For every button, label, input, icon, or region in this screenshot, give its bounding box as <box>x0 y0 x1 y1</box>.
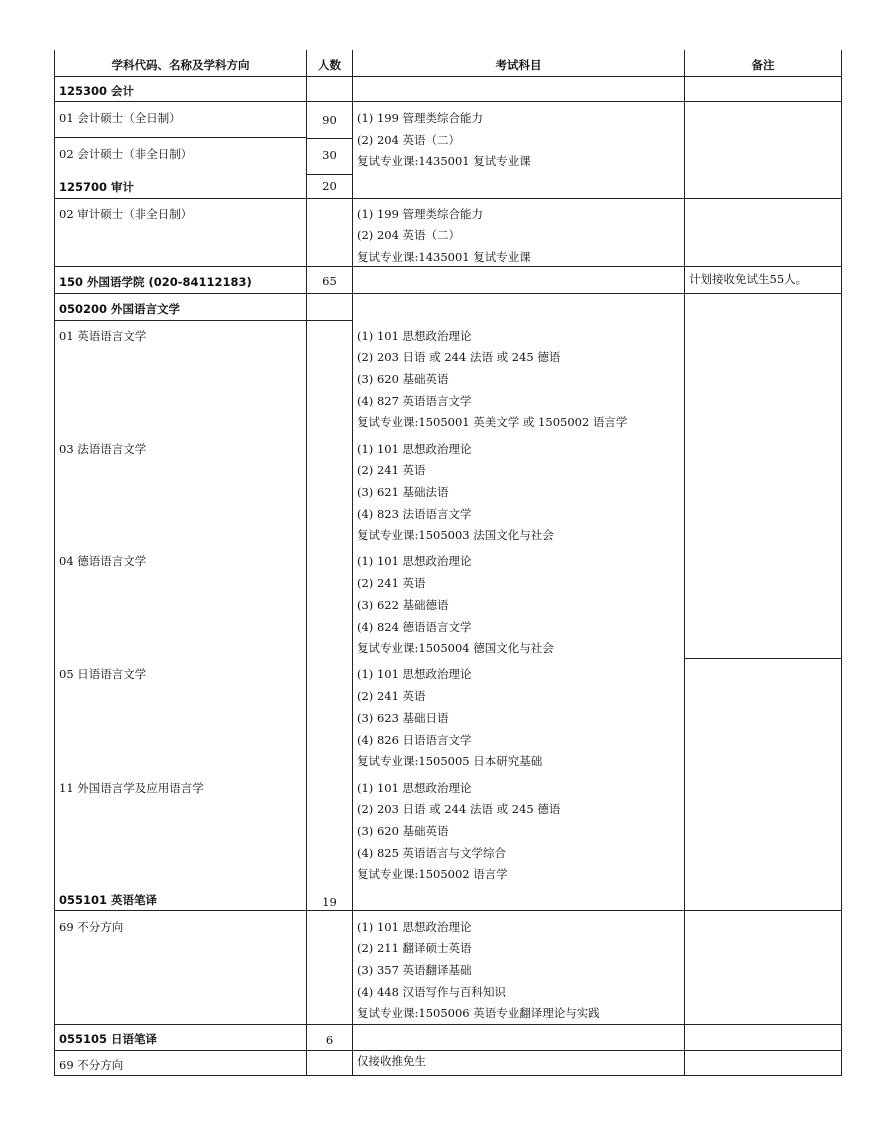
quota: 6 <box>325 1033 334 1047</box>
rule <box>306 174 352 175</box>
direction-label: 03 法语语言文学 <box>59 442 147 456</box>
exam-line: (2) 241 英语 <box>357 689 426 703</box>
exam-line: (3) 357 英语翻译基础 <box>357 963 472 977</box>
direction-label: 01 会计硕士（全日制） <box>59 111 181 125</box>
exam-line: (4) 827 英语语言文学 <box>357 394 472 408</box>
quota: 65 <box>322 274 337 288</box>
exam-line: (1) 101 思想政治理论 <box>357 781 472 795</box>
rule <box>54 266 842 267</box>
direction-label: 01 英语语言文学 <box>59 329 147 343</box>
major-title: 125700 审计 <box>59 180 135 194</box>
rule <box>54 101 842 102</box>
exam-line: 复试专业课:1505006 英语专业翻译理论与实践 <box>357 1006 600 1020</box>
exam-line: (1) 199 管理类综合能力 <box>357 207 484 221</box>
exam-line: (1) 199 管理类综合能力 <box>357 111 484 125</box>
exam-line: (4) 824 德语语言文学 <box>357 620 472 634</box>
major-title: 050200 外国语言文学 <box>59 302 181 316</box>
rule <box>352 50 353 1076</box>
exam-line: (4) 823 法语语言文学 <box>357 507 472 521</box>
exam-line: (1) 101 思想政治理论 <box>357 554 472 568</box>
direction-label: 69 不分方向 <box>59 1058 124 1072</box>
header-exam: 考试科目 <box>495 58 542 72</box>
exam-line: (2) 204 英语（二） <box>357 133 461 147</box>
rule <box>54 198 842 199</box>
exam-line: (3) 620 基础英语 <box>357 372 449 386</box>
quota: 90 <box>322 113 337 127</box>
school-title: 150 外国语学院 (020-84112183) <box>59 275 252 289</box>
exam-line: (2) 241 英语 <box>357 576 426 590</box>
major-title: 125300 会计 <box>59 84 135 98</box>
direction-label: 11 外国语言学及应用语言学 <box>59 781 204 795</box>
quota: 20 <box>322 179 337 193</box>
header-subject: 学科代码、名称及学科方向 <box>111 58 250 72</box>
rule <box>54 1050 842 1051</box>
direction-label: 02 会计硕士（非全日制） <box>59 147 193 161</box>
rule <box>54 1024 842 1025</box>
direction-label: 05 日语语言文学 <box>59 667 147 681</box>
quota: 19 <box>322 895 337 909</box>
rule <box>841 50 842 1076</box>
exam-line: 复试专业课:1505003 法国文化与社会 <box>357 528 554 542</box>
exam-line: 复试专业课:1505002 语言学 <box>357 867 508 881</box>
exam-line: (3) 623 基础日语 <box>357 711 449 725</box>
quota: 30 <box>322 148 337 162</box>
major-title: 055105 日语笔译 <box>59 1032 158 1046</box>
exam-line: 复试专业课:1505005 日本研究基础 <box>357 754 543 768</box>
exam-line: (4) 826 日语语言文学 <box>357 733 472 747</box>
exam-line: 仅接收推免生 <box>357 1054 426 1068</box>
exam-line: (2) 211 翻译硕士英语 <box>357 941 472 955</box>
exam-line: (2) 241 英语 <box>357 463 426 477</box>
exam-line: (3) 621 基础法语 <box>357 485 449 499</box>
rule <box>306 138 352 139</box>
exam-line: (1) 101 思想政治理论 <box>357 667 472 681</box>
exam-line: (1) 101 思想政治理论 <box>357 442 472 456</box>
major-title: 055101 英语笔译 <box>59 893 158 907</box>
direction-label: 04 德语语言文学 <box>59 554 147 568</box>
rule <box>54 293 842 294</box>
rule <box>684 50 685 1076</box>
exam-line: 复试专业课:1505004 德国文化与社会 <box>357 641 554 655</box>
rule <box>306 50 307 1076</box>
exam-line: 复试专业课:1435001 复试专业课 <box>357 250 531 264</box>
direction-label: 02 审计硕士（非全日制） <box>59 207 193 221</box>
rule <box>306 320 352 321</box>
note-text: 计划接收免试生55人。 <box>689 272 808 286</box>
rule <box>54 137 306 138</box>
exam-line: (2) 203 日语 或 244 法语 或 245 德语 <box>357 350 561 364</box>
rule <box>684 658 842 659</box>
header-note: 备注 <box>751 58 775 72</box>
exam-line: (2) 204 英语（二） <box>357 228 461 242</box>
exam-line: 复试专业课:1435001 复试专业课 <box>357 154 531 168</box>
rule <box>54 320 306 321</box>
rule <box>54 910 842 911</box>
header-count: 人数 <box>318 58 341 72</box>
rule <box>54 1075 842 1076</box>
rule <box>54 76 842 77</box>
exam-line: (3) 622 基础德语 <box>357 598 449 612</box>
exam-line: (1) 101 思想政治理论 <box>357 329 472 343</box>
exam-line: (4) 448 汉语写作与百科知识 <box>357 985 507 999</box>
direction-label: 69 不分方向 <box>59 920 124 934</box>
exam-line: (1) 101 思想政治理论 <box>357 920 472 934</box>
exam-line: (4) 825 英语语言与文学综合 <box>357 846 507 860</box>
exam-line: (3) 620 基础英语 <box>357 824 449 838</box>
rule <box>54 50 55 1076</box>
exam-line: 复试专业课:1505001 英美文学 或 1505002 语言学 <box>357 415 628 429</box>
exam-line: (2) 203 日语 或 244 法语 或 245 德语 <box>357 802 561 816</box>
